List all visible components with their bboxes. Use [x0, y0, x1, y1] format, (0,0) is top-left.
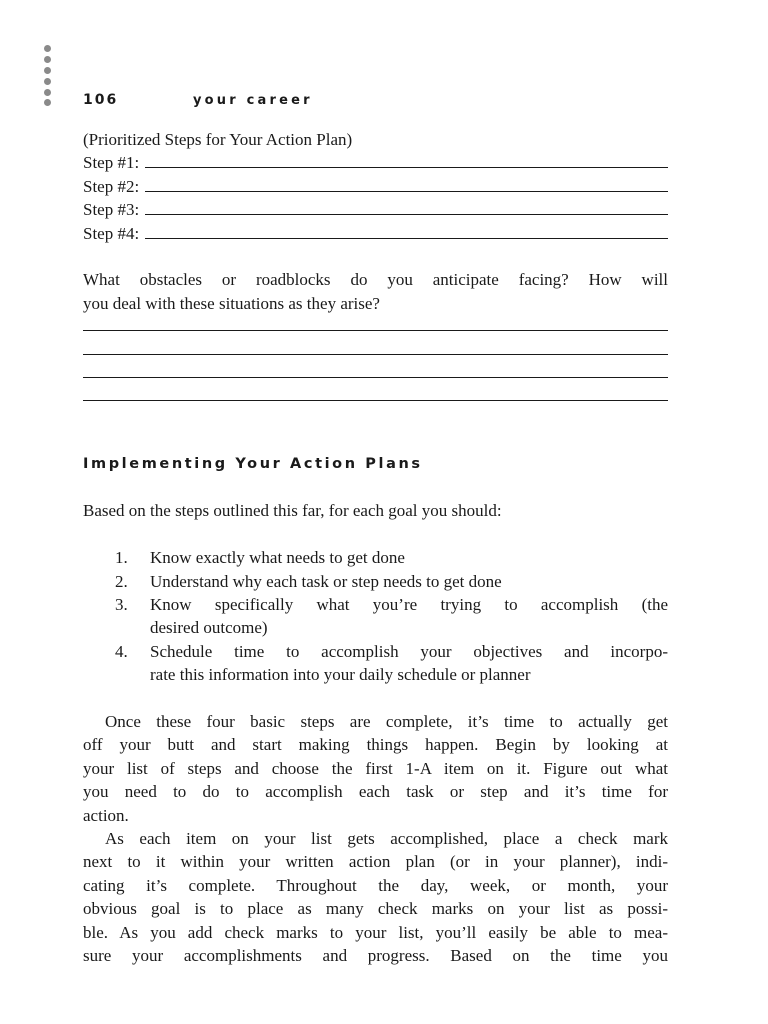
paragraph-line: cating it’s complete. Throughout the day, week, or month, your — [83, 875, 668, 895]
answer-line — [83, 315, 668, 338]
question-line: What obstacles or roadblocks do you anticipate facing? How will — [83, 270, 668, 290]
list-number: 3. — [115, 595, 128, 615]
list-number: 2. — [115, 571, 128, 591]
list-number: 4. — [115, 641, 128, 661]
paragraph-line: obvious goal is to place as many check marks on your list as possi- — [83, 899, 668, 919]
paragraph-line: action. — [83, 805, 129, 825]
numbered-list — [83, 546, 668, 686]
ornament-dot — [44, 78, 51, 85]
page-number: 106 — [83, 92, 119, 108]
step-label: Step #3: — [83, 200, 140, 220]
step-label: Step #4: — [83, 223, 140, 243]
paragraph-line: ble. As you add check marks to your list, you’ll easily be able to mea- — [83, 922, 668, 942]
ornament-dot — [44, 89, 51, 96]
fill-in-line — [145, 222, 668, 239]
list-item-text: Understand why each task or step needs to get done — [150, 571, 502, 591]
page-content — [83, 128, 668, 967]
step-label: Step #2: — [83, 176, 140, 196]
paragraph-line: sure your accomplishments and progress. Based on the time you — [83, 945, 668, 965]
list-item-text: desired outcome) — [150, 618, 268, 638]
answer-line — [83, 339, 668, 362]
margin-dot-ornament — [44, 45, 54, 110]
list-item — [83, 570, 668, 593]
section-heading: Implementing Your Action Plans — [83, 455, 423, 472]
list-item — [83, 593, 668, 640]
answer-line — [83, 385, 668, 408]
list-item-text: Schedule time to accomplish your objectives and incorpo- — [150, 641, 668, 661]
ornament-dot — [44, 99, 51, 106]
paragraph-line: your list of steps and choose the first 1-A item on it. Figure out what — [83, 758, 668, 778]
paragraph-line: Once these four basic steps are complete, it’s time to actually get — [105, 712, 668, 732]
fill-in-line — [145, 175, 668, 192]
list-item — [83, 546, 668, 569]
step-field-1 — [83, 151, 668, 174]
form-caption: (Prioritized Steps for Your Action Plan) — [83, 130, 353, 149]
step-field-2 — [83, 175, 668, 198]
running-head: your career — [193, 93, 313, 108]
list-item-text: Know specifically what you’re trying to accomplish (the — [150, 595, 668, 615]
step-field-3 — [83, 198, 668, 221]
list-number: 1. — [115, 548, 128, 568]
paragraph-line: off your butt and start making things happen. Begin by looking at — [83, 735, 668, 755]
list-item-text: rate this information into your daily schedule or planner — [150, 665, 531, 685]
ornament-dot — [44, 45, 51, 52]
step-field-4 — [83, 222, 668, 245]
answer-line — [83, 362, 668, 385]
ornament-dot — [44, 67, 51, 74]
list-item — [83, 640, 668, 687]
list-item-text: Know exactly what needs to get done — [150, 548, 405, 568]
section-intro: Based on the steps outlined this far, for each goal you should: — [83, 501, 502, 521]
fill-in-line — [145, 151, 668, 168]
ornament-dot — [44, 56, 51, 63]
paragraph-line: you need to do to accomplish each task or step and it’s time for — [83, 782, 668, 802]
question-line: you deal with these situations as they arise? — [83, 293, 380, 313]
paragraph-line: As each item on your list gets accomplished, place a check mark — [105, 828, 668, 848]
fill-in-line — [145, 198, 668, 215]
step-label: Step #1: — [83, 153, 140, 173]
paragraph-line: next to it within your written action plan (or in your planner), indi- — [83, 852, 668, 872]
